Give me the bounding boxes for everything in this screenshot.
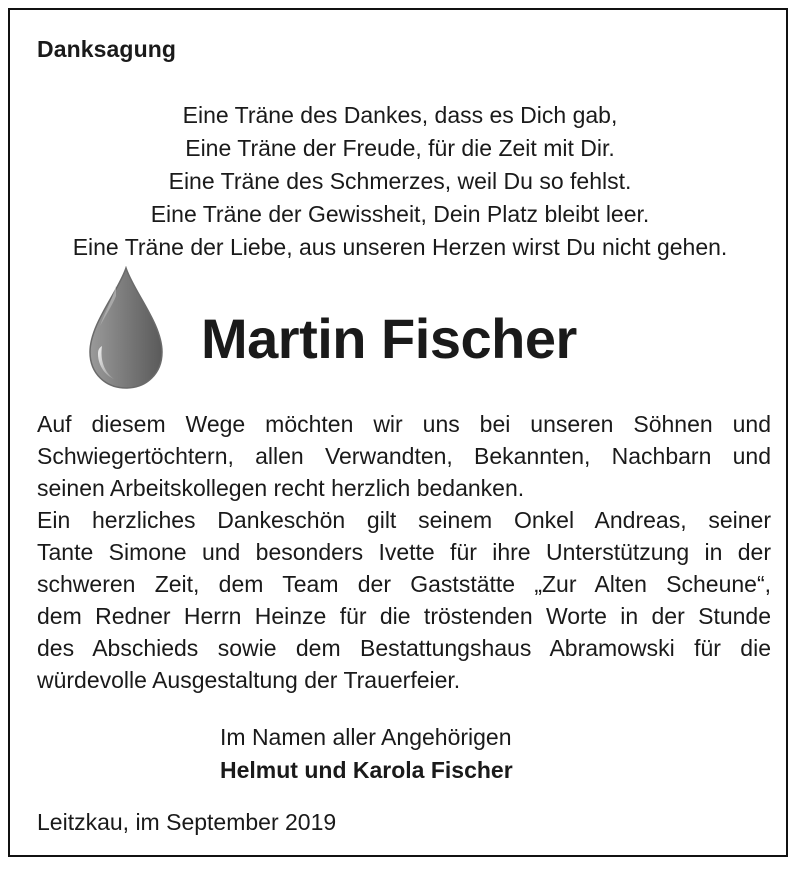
place-date: Leitzkau, im September 2019 — [37, 809, 337, 835]
notice-card — [8, 8, 788, 857]
text-line: schweren Zeit, dem Team der Gaststätte „Zur Alten Scheune“, — [37, 571, 771, 597]
signature-names: Helmut und Karola Fischer — [220, 757, 513, 783]
text-line: seinen Arbeitskollegen recht herzlich bedanken. — [37, 475, 525, 501]
text-line: dem Redner Herrn Heinze für die tröstenden Worte in der Stunde — [37, 603, 771, 629]
thanks-text — [37, 408, 771, 696]
poem-line: Eine Träne des Dankes, dass es Dich gab, — [182, 102, 618, 128]
poem-line: Eine Träne der Liebe, aus unseren Herzen wirst Du nicht gehen. — [72, 234, 728, 260]
text-line: Tante Simone und besonders Ivette für ihre Unterstützung in der — [37, 539, 771, 565]
teardrop-icon — [86, 266, 166, 392]
poem-line: Eine Träne der Freude, für die Zeit mit Dir. — [185, 135, 615, 161]
poem-line: Eine Träne der Gewissheit, Dein Platz bleibt leer. — [150, 201, 650, 227]
text-line: Auf diesem Wege möchten wir uns bei unseren Söhnen und — [37, 411, 771, 437]
text-line: würdevolle Ausgestaltung der Trauerfeier. — [37, 667, 461, 693]
text-line: Schwiegertöchtern, allen Verwandten, Bekannten, Nachbarn und — [37, 443, 771, 469]
poem-line: Eine Träne des Schmerzes, weil Du so fehlst. — [168, 168, 632, 194]
deceased-name: Martin Fischer — [201, 307, 577, 370]
text-line: Ein herzliches Dankeschön gilt seinem Onkel Andreas, seiner — [37, 507, 771, 533]
signature-intro: Im Namen aller Angehörigen — [220, 724, 512, 750]
text-line: des Abschieds sowie dem Bestattungshaus Abramowski für die — [37, 635, 771, 661]
notice-heading: Danksagung — [37, 36, 177, 62]
signature-block — [220, 721, 513, 787]
poem — [10, 99, 790, 264]
